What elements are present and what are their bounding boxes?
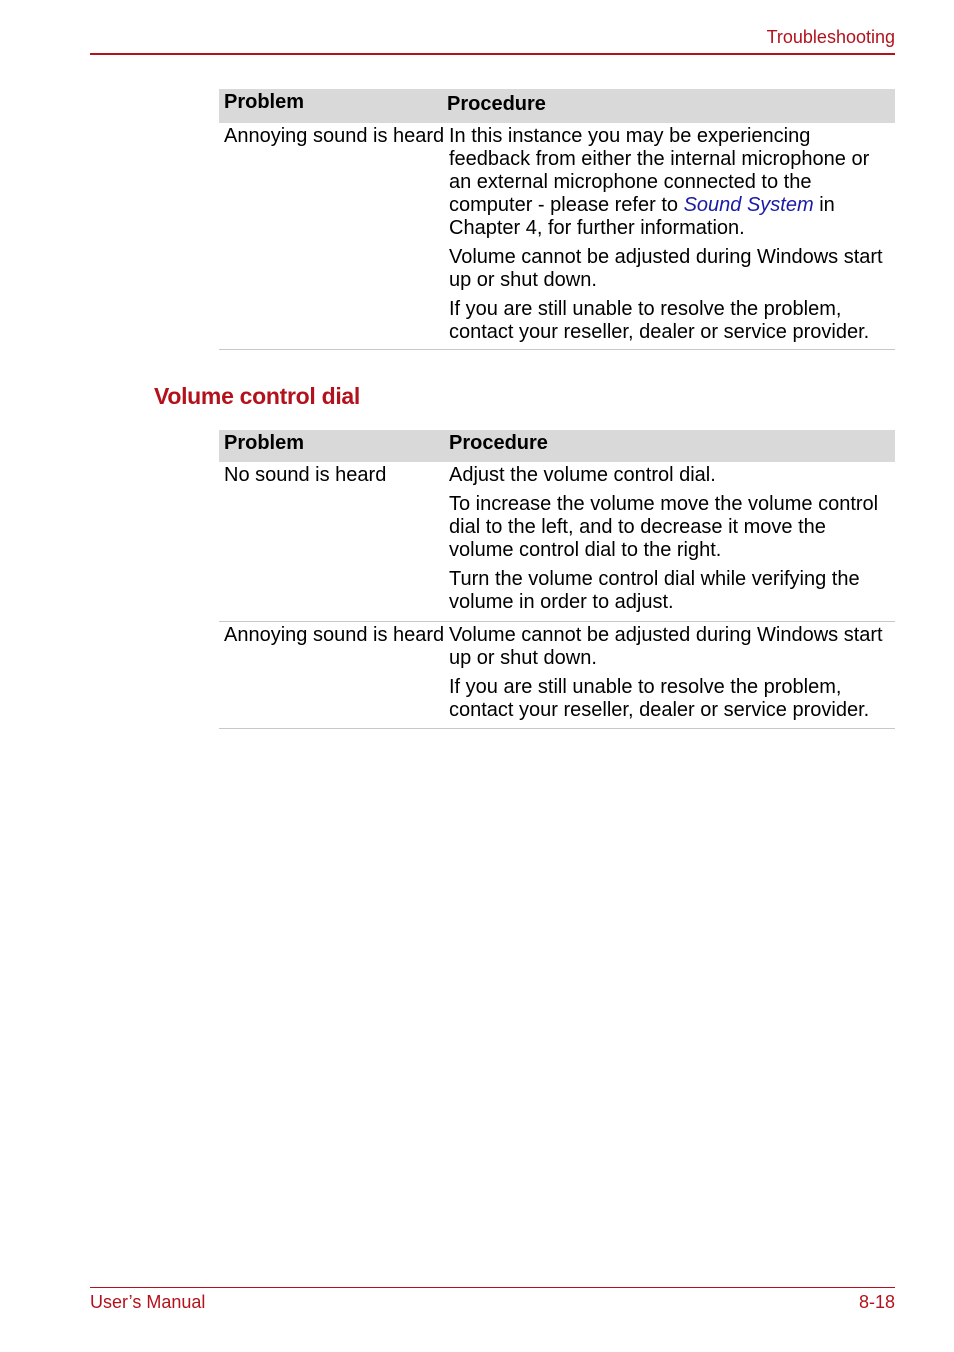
column-header-problem: Problem [224,91,305,113]
table-header [219,89,895,123]
header-rule [90,53,895,55]
table-row [219,462,895,622]
procedure-cell [445,622,895,728]
procedure-paragraph: To increase the volume move the volume control dial to the left, and to decrease it move the volume control dial to the right. [449,493,879,561]
running-header-title: Troubleshooting [766,27,895,47]
troubleshooting-table-volume-dial [219,430,895,729]
sound-system-link[interactable]: Sound System [683,194,814,216]
page-number: 8-18 [858,1292,895,1312]
problem-cell: Annoying sound is heard [224,624,445,646]
column-header-problem: Problem [224,432,305,454]
footer-rule [90,1287,895,1288]
troubleshooting-table-sound [219,89,895,350]
problem-cell: Annoying sound is heard [224,125,445,147]
table-row [219,123,895,350]
procedure-text: In this instance you may be experiencing feedback from either the internal microphone or an external microphone connected to the computer - please refer to [449,125,870,216]
section-heading: Volume control dial [154,383,361,409]
procedure-paragraph: If you are still unable to resolve the problem, contact your reseller, dealer or service provider. [449,676,870,721]
table-row [219,622,895,729]
procedure-text: in Chapter 4, for further information. [449,194,835,239]
procedure-paragraph: Volume cannot be adjusted during Windows start up or shut down. [449,246,883,291]
procedure-paragraph: If you are still unable to resolve the problem, contact your reseller, dealer or service provider. [449,298,870,343]
table-header [219,430,895,462]
procedure-cell [445,123,895,349]
column-header-procedure: Procedure [449,432,548,454]
procedure-paragraph [449,125,891,240]
procedure-cell [445,462,895,621]
problem-cell: No sound is heard [224,464,387,486]
procedure-paragraph: Turn the volume control dial while verifying the volume in order to adjust. [449,568,860,613]
footer-manual-title: User’s Manual [90,1292,206,1312]
procedure-paragraph: Adjust the volume control dial. [449,464,716,486]
column-header-procedure: Procedure [447,93,546,115]
procedure-paragraph: Volume cannot be adjusted during Windows start up or shut down. [449,624,883,669]
